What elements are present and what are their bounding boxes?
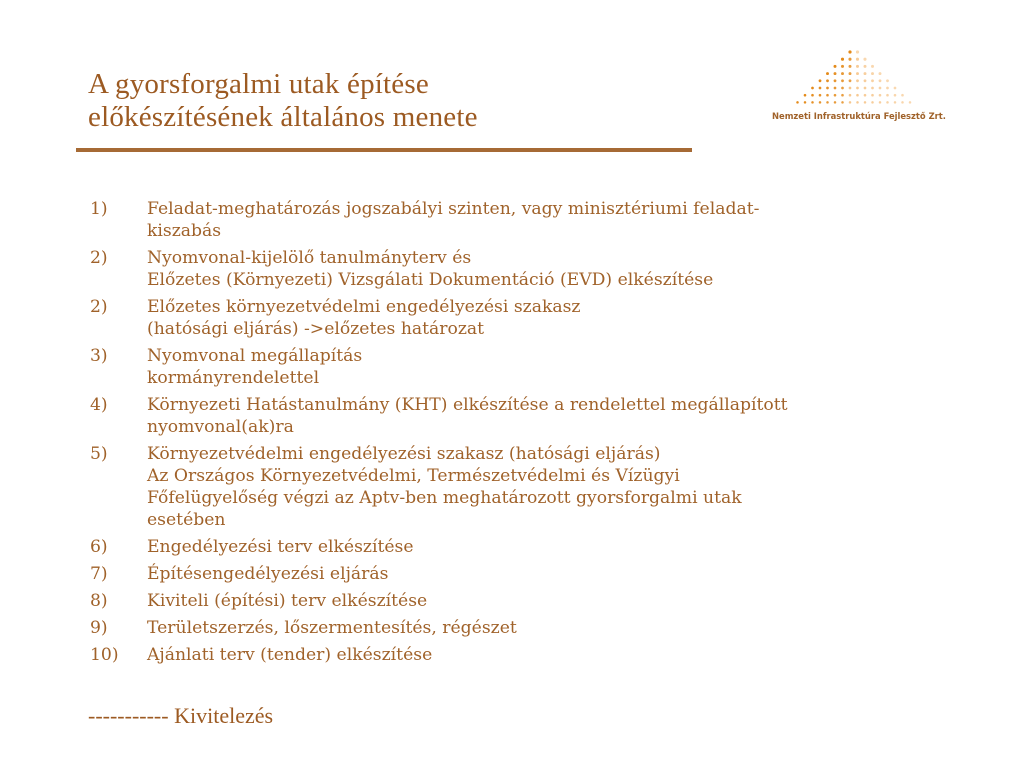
list-item-number: 2) <box>90 248 108 268</box>
list-item-text <box>147 590 970 612</box>
dot-pyramid-logo-icon <box>780 48 950 110</box>
list-item-number: 10) <box>90 645 119 665</box>
logo-dot <box>863 58 866 61</box>
logo-dot <box>841 65 844 68</box>
list-item-number: 1) <box>90 199 108 219</box>
list-item-number: 8) <box>90 591 108 611</box>
logo-dot <box>856 87 859 90</box>
logo-dot <box>826 87 829 90</box>
list-item-line: Engedélyezési terv elkészítése <box>147 537 414 557</box>
logo-dot <box>819 87 822 90</box>
logo-dot <box>901 101 904 104</box>
list-item <box>90 590 970 612</box>
list-item <box>90 296 970 340</box>
logo-dot <box>894 94 897 97</box>
list-item-number: 5) <box>90 444 108 464</box>
logo-dot <box>834 101 837 104</box>
title-line-1: A gyorsforgalmi utak építése <box>88 68 429 100</box>
logo-dot <box>819 94 822 97</box>
logo-dot <box>871 79 874 82</box>
logo-dot <box>886 101 889 104</box>
logo-dot <box>849 79 852 82</box>
list-item-line: Környezeti Hatástanulmány (KHT) elkészítése a rendelettel megállapított <box>147 395 788 415</box>
list-item-text <box>147 443 970 531</box>
logo-dot <box>849 87 852 90</box>
logo-dot <box>848 50 851 53</box>
list-item-line: Környezetvédelmi engedélyezési szakasz (hatósági eljárás) <box>147 444 661 464</box>
list-item-number: 7) <box>90 564 108 584</box>
list-item <box>90 536 970 558</box>
logo-dot <box>849 94 852 97</box>
logo-dot <box>819 101 822 104</box>
logo-dot <box>849 72 852 75</box>
logo-dot <box>834 94 837 97</box>
logo-dot <box>804 101 807 104</box>
logo-dot <box>886 87 889 90</box>
logo-dot <box>871 94 874 97</box>
logo-text: Nemzeti Infrastruktúra Fejlesztő Zrt. <box>772 111 946 121</box>
list-item-line: Területszerzés, lőszermentesítés, régészet <box>147 618 517 638</box>
list-item-line: Építésengedélyezési eljárás <box>147 564 389 584</box>
list-item <box>90 394 970 438</box>
list-item-line: Feladat-meghatározás jogszabályi szinten, vagy minisztériumi feladat- <box>147 199 760 219</box>
logo-dot <box>864 94 867 97</box>
logo-dot <box>864 87 867 90</box>
list-item-line: Kiviteli (építési) terv elkészítése <box>147 591 428 611</box>
list-item-line: (hatósági eljárás) ->előzetes határozat <box>147 319 485 339</box>
logo-dot <box>834 72 837 75</box>
logo-dot <box>826 79 829 82</box>
logo-dot <box>864 79 867 82</box>
list-item <box>90 617 970 639</box>
list-item <box>90 563 970 585</box>
logo-dot <box>811 87 814 90</box>
logo-dot <box>856 58 859 61</box>
logo-dot <box>848 58 851 61</box>
list-item-number: 9) <box>90 618 108 638</box>
logo-dot <box>879 72 882 75</box>
logo-dot <box>819 79 822 82</box>
logo-dot <box>849 65 852 68</box>
list-item <box>90 345 970 389</box>
logo-dot <box>834 87 837 90</box>
logo-dot <box>894 101 897 104</box>
logo-dot <box>826 94 829 97</box>
logo-dot <box>834 79 837 82</box>
title-underline <box>76 148 692 152</box>
list-item-text <box>147 198 970 242</box>
logo-dot <box>864 65 867 68</box>
logo-dot <box>879 87 882 90</box>
list-item-number: 2) <box>90 297 108 317</box>
logo-dot <box>834 65 837 68</box>
list-item-number: 6) <box>90 537 108 557</box>
list-item-line: kormányrendelettel <box>147 368 320 388</box>
list-item-line: Előzetes (Környezeti) Vizsgálati Dokumentáció (EVD) elkészítése <box>147 270 714 290</box>
list-item-text <box>147 345 970 389</box>
logo-dot <box>871 72 874 75</box>
list-item-number: 3) <box>90 346 108 366</box>
logo-dot <box>849 101 852 104</box>
logo-dot <box>826 72 829 75</box>
list-item <box>90 443 970 531</box>
list-item-text <box>147 644 970 666</box>
logo-dot <box>864 101 867 104</box>
logo-dot <box>871 65 874 68</box>
logo-dot <box>879 101 882 104</box>
list-item-text <box>147 296 970 340</box>
list-item <box>90 644 970 666</box>
logo-dot <box>856 79 859 82</box>
logo-dot <box>894 87 897 90</box>
list-item-line: Ajánlati terv (tender) elkészítése <box>147 645 433 665</box>
logo-dot <box>811 101 814 104</box>
list-item-line: kiszabás <box>147 221 222 241</box>
logo-dot <box>856 65 859 68</box>
list-item-line: Az Országos Környezetvédelmi, Természetvédelmi és Vízügyi <box>147 466 680 486</box>
company-logo <box>770 48 950 128</box>
logo-dot <box>856 101 859 104</box>
logo-dot <box>886 94 889 97</box>
logo-dot <box>856 94 859 97</box>
logo-dot <box>796 101 799 104</box>
list-item-line: Főfelügyelőség végzi az Aptv-ben meghatározott gyorsforgalmi utak <box>147 488 742 508</box>
list-item-text <box>147 247 970 291</box>
list-item-line: nyomvonal(ak)ra <box>147 417 294 437</box>
list-item-line: Nyomvonal-kijelölő tanulmányterv és <box>147 248 472 268</box>
list-item-number: 4) <box>90 395 108 415</box>
logo-dot <box>886 79 889 82</box>
list-item-text <box>147 617 970 639</box>
logo-dot <box>856 50 859 53</box>
list-item <box>90 247 970 291</box>
logo-dot <box>871 87 874 90</box>
list-item-text <box>147 563 970 585</box>
slide-title <box>88 68 708 134</box>
logo-dot <box>879 94 882 97</box>
logo-dot <box>841 87 844 90</box>
list-item-line: esetében <box>147 510 226 530</box>
logo-dot <box>804 94 807 97</box>
footer-kivitelezes: ----------- Kivitelezés <box>88 703 274 728</box>
logo-dot <box>841 58 844 61</box>
list-item-line: Előzetes környezetvédelmi engedélyezési szakasz <box>147 297 581 317</box>
list-item-text <box>147 536 970 558</box>
logo-dot <box>864 72 867 75</box>
logo-dot <box>901 94 904 97</box>
logo-dot <box>871 101 874 104</box>
list-item <box>90 198 970 242</box>
logo-dot <box>909 101 912 104</box>
logo-dot <box>841 79 844 82</box>
logo-dot <box>841 101 844 104</box>
logo-dot <box>841 72 844 75</box>
list-item-text <box>147 394 970 438</box>
logo-dot <box>841 94 844 97</box>
logo-dot <box>856 72 859 75</box>
logo-dot <box>879 79 882 82</box>
list-item-line: Nyomvonal megállapítás <box>147 346 363 366</box>
title-line-2: előkészítésének általános menete <box>88 100 478 133</box>
process-steps-list <box>90 198 970 671</box>
logo-dot <box>811 94 814 97</box>
logo-dot <box>826 101 829 104</box>
